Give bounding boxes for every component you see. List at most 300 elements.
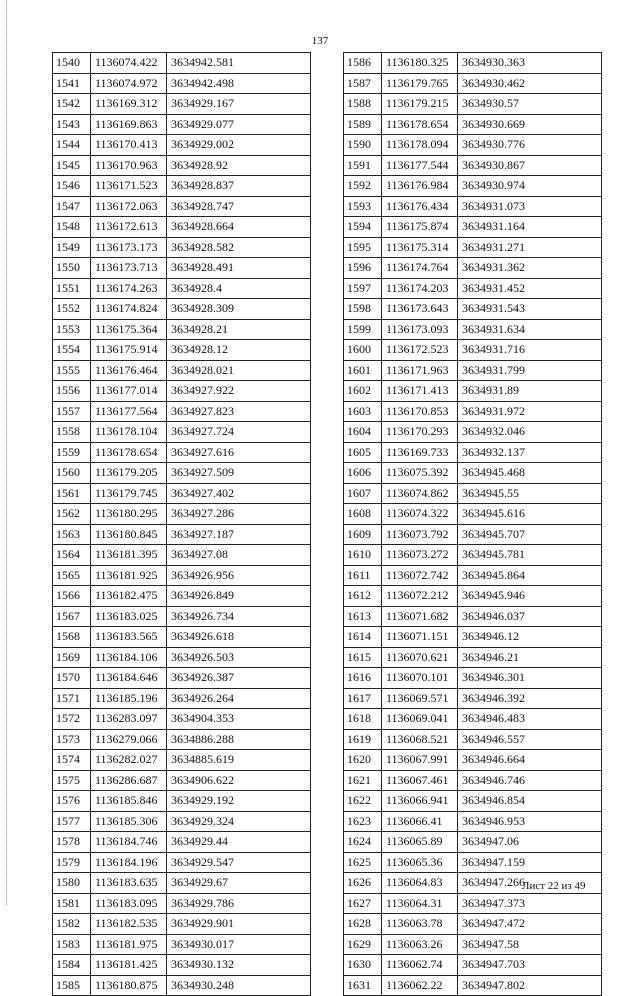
x-coordinate-cell: 1136178.654 (382, 114, 458, 135)
y-coordinate-cell: 3634928.582 (167, 237, 311, 258)
x-coordinate-cell: 1136185.196 (91, 688, 167, 709)
point-number-cell: 1613 (344, 606, 382, 627)
x-coordinate-cell: 1136179.205 (91, 463, 167, 484)
x-coordinate-cell: 1136175.364 (91, 319, 167, 340)
table-row (344, 504, 602, 525)
table-row (53, 442, 311, 463)
x-coordinate-cell: 1136174.764 (382, 258, 458, 279)
y-coordinate-cell: 3634931.164 (458, 217, 602, 238)
point-number-cell: 1565 (53, 565, 91, 586)
x-coordinate-cell: 1136184.196 (91, 852, 167, 873)
table-row (344, 627, 602, 648)
x-coordinate-cell: 1136180.875 (91, 975, 167, 996)
x-coordinate-cell: 1136068.521 (382, 729, 458, 750)
x-coordinate-cell: 1136174.824 (91, 299, 167, 320)
point-number-cell: 1580 (53, 873, 91, 894)
table-row (53, 319, 311, 340)
point-number-cell: 1629 (344, 934, 382, 955)
point-number-cell: 1571 (53, 688, 91, 709)
x-coordinate-cell: 1136177.014 (91, 381, 167, 402)
x-coordinate-cell: 1136172.523 (382, 340, 458, 361)
point-number-cell: 1591 (344, 155, 382, 176)
y-coordinate-cell: 3634947.266 (458, 873, 602, 894)
x-coordinate-cell: 1136176.464 (91, 360, 167, 381)
binding-margin-line (6, 0, 7, 905)
point-number-cell: 1607 (344, 483, 382, 504)
table-row (53, 94, 311, 115)
y-coordinate-cell: 3634927.286 (167, 504, 311, 525)
y-coordinate-cell: 3634945.616 (458, 504, 602, 525)
x-coordinate-cell: 1136069.041 (382, 709, 458, 730)
y-coordinate-cell: 3634904.353 (167, 709, 311, 730)
y-coordinate-cell: 3634946.12 (458, 627, 602, 648)
table-row (344, 73, 602, 94)
x-coordinate-cell: 1136171.963 (382, 360, 458, 381)
point-number-cell: 1597 (344, 278, 382, 299)
point-number-cell: 1630 (344, 955, 382, 976)
table-row (53, 770, 311, 791)
point-number-cell: 1545 (53, 155, 91, 176)
x-coordinate-cell: 1136183.565 (91, 627, 167, 648)
y-coordinate-cell: 3634928.021 (167, 360, 311, 381)
point-number-cell: 1614 (344, 627, 382, 648)
x-coordinate-cell: 1136181.925 (91, 565, 167, 586)
point-number-cell: 1558 (53, 422, 91, 443)
y-coordinate-cell: 3634931.073 (458, 196, 602, 217)
x-coordinate-cell: 1136065.36 (382, 852, 458, 873)
table-row (53, 955, 311, 976)
point-number-cell: 1604 (344, 422, 382, 443)
y-coordinate-cell: 3634929.324 (167, 811, 311, 832)
point-number-cell: 1615 (344, 647, 382, 668)
point-number-cell: 1617 (344, 688, 382, 709)
point-number-cell: 1556 (53, 381, 91, 402)
point-number-cell: 1555 (53, 360, 91, 381)
point-number-cell: 1623 (344, 811, 382, 832)
point-number-cell: 1579 (53, 852, 91, 873)
table-row (344, 791, 602, 812)
point-number-cell: 1541 (53, 73, 91, 94)
x-coordinate-cell: 1136062.74 (382, 955, 458, 976)
x-coordinate-cell: 1136172.613 (91, 217, 167, 238)
x-coordinate-cell: 1136170.853 (382, 401, 458, 422)
x-coordinate-cell: 1136070.101 (382, 668, 458, 689)
y-coordinate-cell: 3634930.462 (458, 73, 602, 94)
x-coordinate-cell: 1136064.31 (382, 893, 458, 914)
coordinates-table-right-body (344, 53, 602, 996)
table-row (344, 114, 602, 135)
y-coordinate-cell: 3634946.483 (458, 709, 602, 730)
table-row (344, 750, 602, 771)
table-row (53, 750, 311, 771)
x-coordinate-cell: 1136179.765 (382, 73, 458, 94)
point-number-cell: 1592 (344, 176, 382, 197)
table-row (53, 176, 311, 197)
point-number-cell: 1553 (53, 319, 91, 340)
point-number-cell: 1540 (53, 53, 91, 74)
x-coordinate-cell: 1136169.733 (382, 442, 458, 463)
table-row (53, 832, 311, 853)
x-coordinate-cell: 1136066.941 (382, 791, 458, 812)
point-number-cell: 1570 (53, 668, 91, 689)
table-row (53, 237, 311, 258)
point-number-cell: 1587 (344, 73, 382, 94)
y-coordinate-cell: 3634945.468 (458, 463, 602, 484)
table-row (344, 668, 602, 689)
table-row (344, 565, 602, 586)
x-coordinate-cell: 1136174.203 (382, 278, 458, 299)
table-row (53, 934, 311, 955)
table-row (344, 893, 602, 914)
table-row (344, 176, 602, 197)
y-coordinate-cell: 3634929.67 (167, 873, 311, 894)
x-coordinate-cell: 1136182.475 (91, 586, 167, 607)
table-row (344, 299, 602, 320)
table-row (344, 975, 602, 996)
x-coordinate-cell: 1136170.963 (91, 155, 167, 176)
x-coordinate-cell: 1136170.413 (91, 135, 167, 156)
point-number-cell: 1554 (53, 340, 91, 361)
x-coordinate-cell: 1136182.535 (91, 914, 167, 935)
x-coordinate-cell: 1136175.874 (382, 217, 458, 238)
table-row (344, 135, 602, 156)
x-coordinate-cell: 1136062.22 (382, 975, 458, 996)
table-row (53, 422, 311, 443)
point-number-cell: 1616 (344, 668, 382, 689)
table-row (53, 565, 311, 586)
table-row (344, 709, 602, 730)
point-number-cell: 1600 (344, 340, 382, 361)
point-number-cell: 1549 (53, 237, 91, 258)
x-coordinate-cell: 1136172.063 (91, 196, 167, 217)
y-coordinate-cell: 3634930.669 (458, 114, 602, 135)
table-row (53, 340, 311, 361)
table-row (53, 381, 311, 402)
y-coordinate-cell: 3634930.017 (167, 934, 311, 955)
table-row (344, 155, 602, 176)
table-row (53, 627, 311, 648)
x-coordinate-cell: 1136066.41 (382, 811, 458, 832)
x-coordinate-cell: 1136176.434 (382, 196, 458, 217)
x-coordinate-cell: 1136173.643 (382, 299, 458, 320)
y-coordinate-cell: 3634930.363 (458, 53, 602, 74)
x-coordinate-cell: 1136065.89 (382, 832, 458, 853)
point-number-cell: 1543 (53, 114, 91, 135)
y-coordinate-cell: 3634929.192 (167, 791, 311, 812)
table-row (53, 504, 311, 525)
y-coordinate-cell: 3634947.06 (458, 832, 602, 853)
y-coordinate-cell: 3634927.08 (167, 545, 311, 566)
x-coordinate-cell: 1136063.26 (382, 934, 458, 955)
table-row (344, 340, 602, 361)
point-number-cell: 1573 (53, 729, 91, 750)
x-coordinate-cell: 1136283.097 (91, 709, 167, 730)
y-coordinate-cell: 3634946.953 (458, 811, 602, 832)
point-number-cell: 1605 (344, 442, 382, 463)
point-number-cell: 1610 (344, 545, 382, 566)
table-row (344, 196, 602, 217)
point-number-cell: 1608 (344, 504, 382, 525)
point-number-cell: 1572 (53, 709, 91, 730)
x-coordinate-cell: 1136174.263 (91, 278, 167, 299)
point-number-cell: 1574 (53, 750, 91, 771)
table-row (53, 586, 311, 607)
table-row (53, 114, 311, 135)
table-row (53, 791, 311, 812)
x-coordinate-cell: 1136181.395 (91, 545, 167, 566)
y-coordinate-cell: 3634930.974 (458, 176, 602, 197)
point-number-cell: 1599 (344, 319, 382, 340)
point-number-cell: 1595 (344, 237, 382, 258)
x-coordinate-cell: 1136183.095 (91, 893, 167, 914)
table-row (53, 729, 311, 750)
x-coordinate-cell: 1136173.173 (91, 237, 167, 258)
y-coordinate-cell: 3634946.854 (458, 791, 602, 812)
y-coordinate-cell: 3634927.922 (167, 381, 311, 402)
x-coordinate-cell: 1136075.392 (382, 463, 458, 484)
point-number-cell: 1582 (53, 914, 91, 935)
x-coordinate-cell: 1136181.425 (91, 955, 167, 976)
table-row (53, 545, 311, 566)
y-coordinate-cell: 3634946.664 (458, 750, 602, 771)
y-coordinate-cell: 3634927.724 (167, 422, 311, 443)
y-coordinate-cell: 3634931.634 (458, 319, 602, 340)
x-coordinate-cell: 1136171.523 (91, 176, 167, 197)
table-row (53, 278, 311, 299)
table-row (344, 832, 602, 853)
y-coordinate-cell: 3634929.786 (167, 893, 311, 914)
y-coordinate-cell: 3634946.21 (458, 647, 602, 668)
x-coordinate-cell: 1136177.544 (382, 155, 458, 176)
table-row (344, 442, 602, 463)
y-coordinate-cell: 3634930.132 (167, 955, 311, 976)
y-coordinate-cell: 3634946.037 (458, 606, 602, 627)
y-coordinate-cell: 3634926.264 (167, 688, 311, 709)
x-coordinate-cell: 1136074.972 (91, 73, 167, 94)
x-coordinate-cell: 1136067.991 (382, 750, 458, 771)
point-number-cell: 1586 (344, 53, 382, 74)
y-coordinate-cell: 3634927.616 (167, 442, 311, 463)
y-coordinate-cell: 3634886.288 (167, 729, 311, 750)
y-coordinate-cell: 3634931.452 (458, 278, 602, 299)
point-number-cell: 1611 (344, 565, 382, 586)
table-row (344, 94, 602, 115)
point-number-cell: 1585 (53, 975, 91, 996)
table-row (53, 217, 311, 238)
x-coordinate-cell: 1136178.094 (382, 135, 458, 156)
point-number-cell: 1619 (344, 729, 382, 750)
y-coordinate-cell: 3634927.823 (167, 401, 311, 422)
point-number-cell: 1542 (53, 94, 91, 115)
table-row (53, 360, 311, 381)
y-coordinate-cell: 3634926.734 (167, 606, 311, 627)
point-number-cell: 1589 (344, 114, 382, 135)
x-coordinate-cell: 1136185.306 (91, 811, 167, 832)
point-number-cell: 1551 (53, 278, 91, 299)
y-coordinate-cell: 3634928.92 (167, 155, 311, 176)
x-coordinate-cell: 1136074.322 (382, 504, 458, 525)
y-coordinate-cell: 3634929.077 (167, 114, 311, 135)
point-number-cell: 1596 (344, 258, 382, 279)
table-row (344, 524, 602, 545)
y-coordinate-cell: 3634942.581 (167, 53, 311, 74)
x-coordinate-cell: 1136072.212 (382, 586, 458, 607)
point-number-cell: 1584 (53, 955, 91, 976)
x-coordinate-cell: 1136175.314 (382, 237, 458, 258)
point-number-cell: 1547 (53, 196, 91, 217)
y-coordinate-cell: 3634929.901 (167, 914, 311, 935)
point-number-cell: 1581 (53, 893, 91, 914)
x-coordinate-cell: 1136072.742 (382, 565, 458, 586)
y-coordinate-cell: 3634930.248 (167, 975, 311, 996)
point-number-cell: 1631 (344, 975, 382, 996)
y-coordinate-cell: 3634929.44 (167, 832, 311, 853)
y-coordinate-cell: 3634932.046 (458, 422, 602, 443)
x-coordinate-cell: 1136169.863 (91, 114, 167, 135)
x-coordinate-cell: 1136173.713 (91, 258, 167, 279)
point-number-cell: 1569 (53, 647, 91, 668)
y-coordinate-cell: 3634928.12 (167, 340, 311, 361)
table-row (344, 319, 602, 340)
point-number-cell: 1560 (53, 463, 91, 484)
table-row (53, 647, 311, 668)
coordinates-table-right (343, 52, 602, 996)
table-row (53, 53, 311, 74)
y-coordinate-cell: 3634947.58 (458, 934, 602, 955)
y-coordinate-cell: 3634931.271 (458, 237, 602, 258)
y-coordinate-cell: 3634947.159 (458, 852, 602, 873)
point-number-cell: 1552 (53, 299, 91, 320)
point-number-cell: 1609 (344, 524, 382, 545)
table-row (344, 688, 602, 709)
table-row (344, 606, 602, 627)
x-coordinate-cell: 1136063.78 (382, 914, 458, 935)
table-row (53, 606, 311, 627)
point-number-cell: 1593 (344, 196, 382, 217)
x-coordinate-cell: 1136067.461 (382, 770, 458, 791)
x-coordinate-cell: 1136181.975 (91, 934, 167, 955)
point-number-cell: 1603 (344, 401, 382, 422)
x-coordinate-cell: 1136173.093 (382, 319, 458, 340)
y-coordinate-cell: 3634931.716 (458, 340, 602, 361)
y-coordinate-cell: 3634927.187 (167, 524, 311, 545)
point-number-cell: 1622 (344, 791, 382, 812)
table-row (344, 483, 602, 504)
y-coordinate-cell: 3634926.956 (167, 565, 311, 586)
y-coordinate-cell: 3634928.837 (167, 176, 311, 197)
table-row (53, 873, 311, 894)
table-row (53, 73, 311, 94)
point-number-cell: 1601 (344, 360, 382, 381)
x-coordinate-cell: 1136180.845 (91, 524, 167, 545)
y-coordinate-cell: 3634945.55 (458, 483, 602, 504)
point-number-cell: 1548 (53, 217, 91, 238)
point-number-cell: 1557 (53, 401, 91, 422)
coordinates-table-left (52, 52, 311, 996)
point-number-cell: 1624 (344, 832, 382, 853)
table-row (344, 360, 602, 381)
point-number-cell: 1618 (344, 709, 382, 730)
sheet-footer: Лист 22 из 49 (522, 880, 586, 892)
table-row (344, 647, 602, 668)
y-coordinate-cell: 3634931.799 (458, 360, 602, 381)
table-row (53, 463, 311, 484)
table-row (344, 381, 602, 402)
table-row (344, 53, 602, 74)
x-coordinate-cell: 1136179.215 (382, 94, 458, 115)
y-coordinate-cell: 3634945.707 (458, 524, 602, 545)
point-number-cell: 1590 (344, 135, 382, 156)
x-coordinate-cell: 1136179.745 (91, 483, 167, 504)
y-coordinate-cell: 3634946.557 (458, 729, 602, 750)
y-coordinate-cell: 3634945.864 (458, 565, 602, 586)
table-row (344, 770, 602, 791)
table-row (53, 258, 311, 279)
table-row (53, 709, 311, 730)
table-row (53, 524, 311, 545)
y-coordinate-cell: 3634928.4 (167, 278, 311, 299)
table-row (53, 155, 311, 176)
point-number-cell: 1546 (53, 176, 91, 197)
y-coordinate-cell: 3634928.747 (167, 196, 311, 217)
x-coordinate-cell: 1136185.846 (91, 791, 167, 812)
table-row (53, 688, 311, 709)
point-number-cell: 1625 (344, 852, 382, 873)
y-coordinate-cell: 3634945.946 (458, 586, 602, 607)
table-row (344, 422, 602, 443)
y-coordinate-cell: 3634927.402 (167, 483, 311, 504)
y-coordinate-cell: 3634906.622 (167, 770, 311, 791)
y-coordinate-cell: 3634946.746 (458, 770, 602, 791)
point-number-cell: 1561 (53, 483, 91, 504)
point-number-cell: 1550 (53, 258, 91, 279)
y-coordinate-cell: 3634928.664 (167, 217, 311, 238)
y-coordinate-cell: 3634946.301 (458, 668, 602, 689)
y-coordinate-cell: 3634942.498 (167, 73, 311, 94)
x-coordinate-cell: 1136178.654 (91, 442, 167, 463)
x-coordinate-cell: 1136074.862 (382, 483, 458, 504)
table-row (344, 934, 602, 955)
table-row (53, 893, 311, 914)
x-coordinate-cell: 1136073.272 (382, 545, 458, 566)
y-coordinate-cell: 3634928.21 (167, 319, 311, 340)
point-number-cell: 1621 (344, 770, 382, 791)
point-number-cell: 1562 (53, 504, 91, 525)
y-coordinate-cell: 3634928.309 (167, 299, 311, 320)
x-coordinate-cell: 1136176.984 (382, 176, 458, 197)
table-row (53, 852, 311, 873)
x-coordinate-cell: 1136184.746 (91, 832, 167, 853)
x-coordinate-cell: 1136177.564 (91, 401, 167, 422)
x-coordinate-cell: 1136069.571 (382, 688, 458, 709)
point-number-cell: 1559 (53, 442, 91, 463)
point-number-cell: 1612 (344, 586, 382, 607)
point-number-cell: 1568 (53, 627, 91, 648)
point-number-cell: 1594 (344, 217, 382, 238)
table-row (53, 401, 311, 422)
table-row (53, 975, 311, 996)
point-number-cell: 1564 (53, 545, 91, 566)
coordinates-table-left-body (53, 53, 311, 996)
y-coordinate-cell: 3634930.867 (458, 155, 602, 176)
table-row (53, 668, 311, 689)
y-coordinate-cell: 3634885.619 (167, 750, 311, 771)
point-number-cell: 1576 (53, 791, 91, 812)
x-coordinate-cell: 1136183.025 (91, 606, 167, 627)
x-coordinate-cell: 1136180.325 (382, 53, 458, 74)
x-coordinate-cell: 1136279.066 (91, 729, 167, 750)
x-coordinate-cell: 1136071.151 (382, 627, 458, 648)
